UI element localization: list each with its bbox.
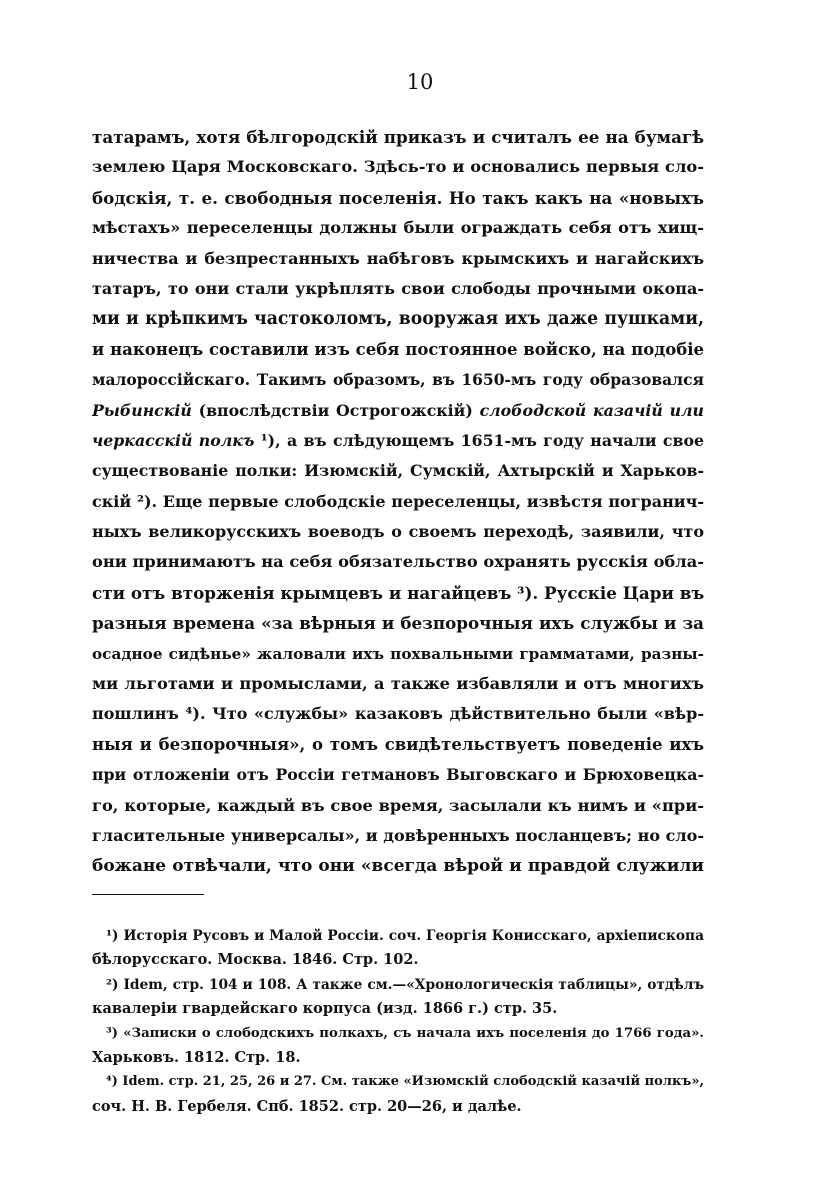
text-line: при отложеніи отъ Россіи гетмановъ Выговскаго и Брюховецка- — [92, 765, 704, 785]
text-line: пошлинъ ⁴). Что «службы» казаковъ дѣйствительно были «вѣр- — [92, 704, 704, 724]
text-segment: ¹), а въ слѣдующемъ 1651-мъ году начали свое — [254, 430, 704, 450]
footnote-2: ²) Idem, стр. 104 и 108. А также см.—«Хронологическія таблицы», отдѣлъ — [106, 976, 704, 993]
text-line: ми льготами и промыслами, а также избавляли и отъ многихъ — [92, 674, 704, 694]
italic-regiment-alt-name: черкасскій полкъ — [92, 430, 255, 450]
text-line: гласительные универсалы», и довѣренныхъ посланцевъ; но сло- — [92, 825, 704, 845]
footnote-4-continuation: соч. Н. В. Гербеля. Спб. 1852. стр. 20—26, и далѣе. — [92, 1097, 522, 1115]
text-line: ми и крѣпкимъ частоколомъ, вооружая ихъ даже пушками, — [92, 309, 704, 330]
text-line: скій ²). Еще первые слободскіе переселенцы, извѣстя погранич- — [92, 491, 704, 511]
page-number: 10 — [406, 70, 434, 94]
text-line: землею Царя Московскаго. Здѣсь-то и основались первыя сло- — [92, 157, 704, 177]
text-line — [92, 426, 704, 456]
footnote-1: ¹) Исторія Русовъ и Малой Россіи. соч. Георгія Конисскаго, архіепископа — [106, 928, 704, 944]
text-line: существованіе полки: Изюмскій, Сумскій, Ахтырскій и Харьков- — [92, 461, 704, 481]
text-line: они принимаютъ на себя обязательство охранять русскія обла- — [92, 552, 704, 572]
text-line: ныя и безпорочныя», о томъ свидѣтельствуетъ поведеніе ихъ — [92, 734, 704, 754]
text-line: осадное сидѣнье» жаловали ихъ похвальными грамматами, разны- — [92, 644, 704, 663]
text-line: ныхъ великорусскихъ воеводъ о своемъ переходѣ, заявили, что — [92, 522, 704, 542]
text-line: разныя времена «за вѣрныя и безпорочныя ихъ службы и за — [92, 613, 704, 634]
text-line: бодскія, т. е. свободныя поселенія. Но такъ какъ на «новыхъ — [92, 187, 704, 208]
italic-regiment-type: слободской казачій или — [479, 400, 704, 420]
text-segment: (впослѣдствіи Острогожскій) — [191, 400, 480, 420]
footnote-1-continuation: бѣлорусскаго. Москва. 1846. Стр. 102. — [92, 951, 419, 969]
italic-regiment-name: Рыбинскій — [92, 400, 192, 420]
footnotes — [92, 924, 704, 1119]
text-line — [92, 396, 704, 426]
text-line: божане отвѣчали, что они «всегда вѣрой и правдой служили — [92, 856, 704, 877]
main-text — [92, 122, 704, 882]
text-line: ничества и безпрестанныхъ набѣговъ крымскихъ и нагайскихъ — [92, 248, 704, 268]
footnote-divider — [92, 894, 204, 895]
text-line: и наконецъ составили изъ себя постоянное войско, на подобіе — [92, 339, 704, 359]
text-line: сти отъ вторженія крымцевъ и нагайцевъ ³). Русскіе Цари въ — [92, 582, 704, 603]
text-line: татарамъ, хотя бѣлгородскій приказъ и считалъ ее на бумагѣ — [92, 127, 704, 147]
text-line: малороссійскаго. Такимъ образомъ, въ 1650-мъ году образовался — [92, 370, 704, 390]
text-line: татаръ, то они стали укрѣплять свои слободы прочными окопа- — [92, 278, 704, 298]
text-line: мѣстахъ» переселенцы должны были ограждать себя отъ хищ- — [92, 218, 704, 238]
footnote-2-continuation: кавалеріи гвардейскаго корпуса (изд. 1866 г.) стр. 35. — [92, 1000, 558, 1018]
text-line: го, которые, каждый въ свое время, засылали къ нимъ и «при- — [92, 795, 704, 815]
footnote-3: ³) «Записки о слободскихъ полкахъ, съ начала ихъ поселенія до 1766 года». — [106, 1025, 704, 1041]
footnote-3-continuation: Харьковъ. 1812. Стр. 18. — [92, 1048, 301, 1066]
footnote-4: ⁴) Idem. стр. 21, 25, 26 и 27. См. также «Изюмскій слободскій казачій полкъ», — [106, 1074, 704, 1090]
